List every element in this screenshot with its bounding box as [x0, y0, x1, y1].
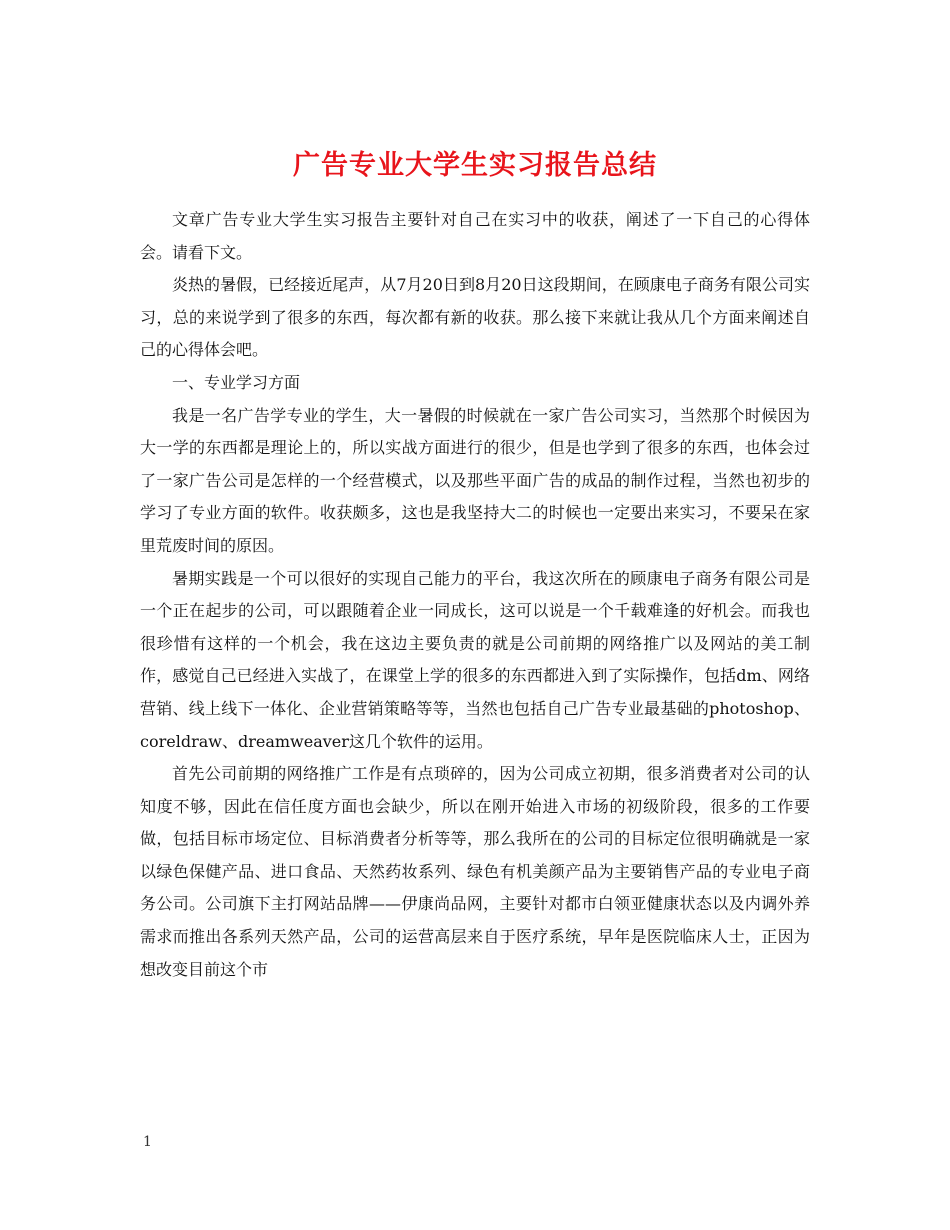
paragraph-intro: 文章广告专业大学生实习报告主要针对自己在实习中的收获，阐述了一下自己的心得体会。请看下文。: [140, 210, 810, 262]
document-title: 广告专业大学生实习报告总结: [293, 150, 657, 182]
paragraph-first-internship: 我是一名广告学专业的学生，大一暑假的时候就在一家广告公司实习，当然那个时候因为大一学的东西都是理论上的，所以实战方面进行的很少，但是也学到了很多的东西，也体会过了一家广告公司是怎样的一个经营模式，以及那些平面广告的成品的制作过程，当然也初步的学习了专业方面的软件。收获颇多，这也是我坚持大二的时候也一定要出来实习，不要呆在家里荒废时间的原因。: [140, 405, 810, 555]
paragraph-network-promotion: 首先公司前期的网络推广工作是有点琐碎的，因为公司成立初期，很多消费者对公司的认知度不够，因此在信任度方面也会缺少，所以在刚开始进入市场的初级阶段，很多的工作要做，包括目标市场定位、目标消费者分析等等，那么我所在的公司的目标定位很明确就是一家以绿色保健产品、进口食品、天然药妆系列、绿色有机美颜产品为主要销售产品的专业电子商务公司。公司旗下主打网站品牌——伊康尚品网，主要针对都市白领亚健康状态以及内调外养需求而推出各系列天然产品，公司的运营高层来自于医疗系统，早年是医院临床人士，正因为想改变目前这个市: [140, 764, 810, 979]
paragraph-summer-internship: 炎热的暑假，已经接近尾声，从7月20日到8月20日这段期间，在顾康电子商务有限公司实习，总的来说学到了很多的东西，每次都有新的收获。那么接下来就让我从几个方面来阐述自己的心得体会吧。: [140, 275, 810, 360]
paragraph-practice-platform: 暑期实践是一个可以很好的实现自己能力的平台，我这次所在的顾康电子商务有限公司是一个正在起步的公司，可以跟随着企业一同成长，这可以说是一个千载难逢的好机会。而我也很珍惜有这样的一个机会，我在这边主要负责的就是公司前期的网络推广以及网站的美工制作，感觉自己已经进入实战了，在课堂上学的很多的东西都进入到了实际操作，包括dm、网络营销、线上线下一体化、企业营销策略等等，当然也包括自己广告专业最基础的photoshop、coreldraw、dreamweaver这几个软件的运用。: [140, 568, 810, 751]
section-heading-professional-study: 一、专业学习方面: [172, 372, 301, 392]
document-body: [140, 204, 810, 986]
page-number: 1: [143, 1134, 152, 1150]
